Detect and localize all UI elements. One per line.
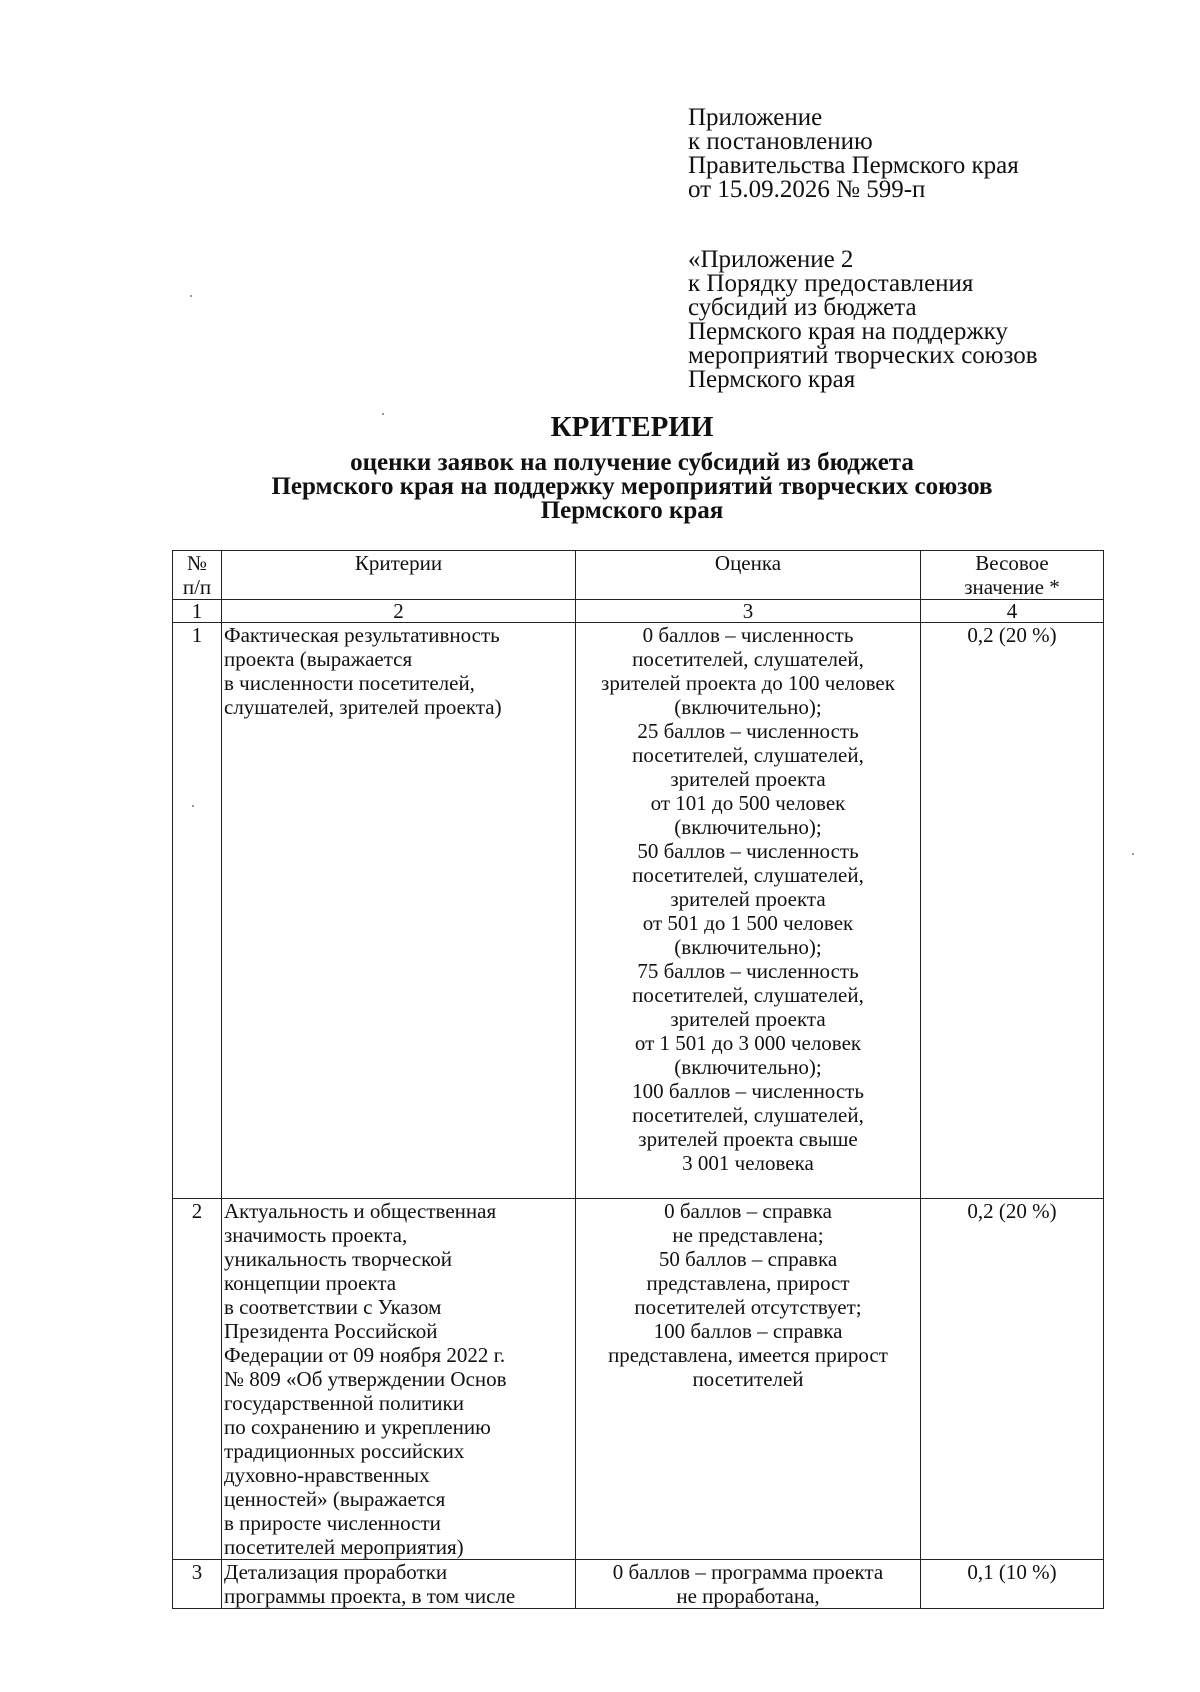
header-num-line: №: [186, 551, 208, 575]
cell-line: (включительно);: [674, 935, 822, 959]
table-header-row: [173, 551, 1104, 600]
header-num-line: п/п: [182, 575, 212, 599]
cell-line: уникальность творческой: [224, 1247, 453, 1271]
annex-line: от 15.09.2026 № 599-п: [688, 176, 926, 203]
row-criteria: [222, 623, 576, 1199]
annex2-line: Пермского края на поддержку: [688, 318, 1008, 345]
cell-line: 25 баллов – численность: [637, 719, 859, 743]
header-weight: [921, 551, 1104, 600]
annex-line: Приложение: [688, 104, 823, 131]
cell-line: по сохранению и укреплению: [224, 1415, 491, 1439]
cell-line: зрителей проекта: [670, 767, 826, 791]
cell-line: программы проекта, в том числе: [224, 1584, 516, 1608]
cell-line: зрителей проекта до 100 человек: [601, 671, 895, 695]
cell-line: Актуальность и общественная: [224, 1199, 497, 1223]
cell-line: не проработана,: [676, 1584, 820, 1608]
annex2-line: мероприятий творческих союзов: [688, 342, 1038, 369]
cell-line: Президента Российской: [224, 1319, 438, 1343]
column-number-row: [173, 600, 1104, 623]
annex2-line: к Порядку предоставления: [688, 270, 974, 297]
cell-line: зрителей проекта: [670, 887, 826, 911]
cell-line: посетителей, слушателей,: [632, 863, 864, 887]
column-number: 4: [921, 600, 1104, 623]
cell-line: Детализация проработки: [224, 1560, 448, 1584]
cell-line: 75 баллов – численность: [637, 959, 859, 983]
row-weight: 0,2 (20 %): [921, 623, 1104, 1199]
cell-line: в приросте численности: [224, 1511, 441, 1535]
row-evaluation: [576, 1560, 921, 1609]
annex-header: [688, 106, 1019, 202]
cell-line: 0 баллов – программа проекта: [612, 1560, 884, 1584]
row-evaluation: [576, 623, 921, 1199]
scan-speck: [192, 805, 194, 807]
cell-line: представлена, имеется прирост: [608, 1343, 888, 1367]
column-number: 1: [173, 600, 222, 623]
cell-line: посетителей, слушателей,: [632, 1103, 864, 1127]
cell-line: посетителей, слушателей,: [632, 983, 864, 1007]
table-row: [173, 1199, 1104, 1560]
cell-line: 100 баллов – справка: [653, 1319, 843, 1343]
cell-line: посетителей мероприятия): [224, 1535, 464, 1559]
table-row: [173, 623, 1104, 1199]
annex2-line: субсидий из бюджета: [688, 294, 917, 321]
cell-line: государственной политики: [224, 1391, 464, 1415]
cell-line: зрителей проекта свыше: [638, 1127, 858, 1151]
row-evaluation: [576, 1199, 921, 1560]
scan-speck: [1132, 853, 1134, 855]
cell-line: от 1 501 до 3 000 человек: [634, 1031, 862, 1055]
cell-line: 50 баллов – численность: [637, 839, 859, 863]
annex2-line: Пермского края: [688, 366, 856, 393]
row-num: 3: [173, 1560, 222, 1609]
cell-line: значимость проекта,: [224, 1223, 408, 1247]
cell-line: посетителей, слушателей,: [632, 647, 864, 671]
header-criteria: Критерии: [222, 551, 576, 600]
header-evaluation: Оценка: [576, 551, 921, 600]
subtitle-line: Пермского края на поддержку мероприятий творческих союзов: [271, 473, 993, 500]
cell-line: 50 баллов – справка: [658, 1247, 838, 1271]
column-number: 2: [222, 600, 576, 623]
table-row: [173, 1560, 1104, 1609]
cell-line: (включительно);: [674, 815, 822, 839]
cell-line: концепции проекта: [224, 1271, 397, 1295]
header-num: [173, 551, 222, 600]
row-criteria: [222, 1560, 576, 1609]
cell-line: традиционных российских: [224, 1439, 465, 1463]
document-subtitle: [0, 451, 1200, 523]
cell-line: (включительно);: [674, 1055, 822, 1079]
header-weight-line: Весовое: [975, 551, 1049, 575]
cell-line: от 101 до 500 человек: [650, 791, 846, 815]
header-weight-line: значение *: [964, 575, 1060, 599]
cell-line: посетителей: [692, 1367, 804, 1391]
cell-line: зрителей проекта: [670, 1007, 826, 1031]
cell-line: слушателей, зрителей проекта): [224, 695, 502, 719]
cell-line: посетителей отсутствует;: [634, 1295, 862, 1319]
column-number: 3: [576, 600, 921, 623]
cell-line: в численности посетителей,: [224, 671, 475, 695]
cell-line: Федерации от 09 ноября 2022 г.: [224, 1343, 506, 1367]
scan-speck: [190, 295, 192, 297]
criteria-table: [172, 550, 1104, 1609]
cell-line: № 809 «Об утверждении Основ: [224, 1367, 507, 1391]
subtitle-line: оценки заявок на получение субсидий из бюджета: [350, 449, 914, 476]
cell-line: не представлена;: [672, 1223, 824, 1247]
row-num: 2: [173, 1199, 222, 1560]
annex2-line: «Приложение 2: [688, 246, 854, 273]
cell-line: 0 баллов – справка: [664, 1199, 832, 1223]
cell-line: представлена, прирост: [646, 1271, 850, 1295]
annex-line: к постановлению: [688, 128, 873, 155]
row-weight: 0,2 (20 %): [921, 1199, 1104, 1560]
row-num: 1: [173, 623, 222, 1199]
annex-line: Правительства Пермского края: [688, 152, 1019, 179]
cell-line: 3 001 человека: [682, 1151, 814, 1175]
cell-line: посетителей, слушателей,: [632, 743, 864, 767]
cell-line: Фактическая результативность: [224, 623, 500, 647]
cell-line: в соответствии с Указом: [224, 1295, 442, 1319]
scan-speck: [382, 413, 384, 415]
cell-line: 0 баллов – численность: [642, 623, 854, 647]
annex2-header: [688, 248, 1038, 392]
cell-line: ценностей» (выражается: [224, 1487, 446, 1511]
cell-line: 100 баллов – численность: [632, 1079, 864, 1103]
cell-line: от 501 до 1 500 человек: [642, 911, 854, 935]
subtitle-line: Пермского края: [540, 497, 724, 524]
document-title: КРИТЕРИИ: [550, 411, 714, 443]
cell-line: духовно-нравственных: [224, 1463, 430, 1487]
row-weight: 0,1 (10 %): [921, 1560, 1104, 1609]
cell-line: (включительно);: [674, 695, 822, 719]
cell-line: проекта (выражается: [224, 647, 413, 671]
row-criteria: [222, 1199, 576, 1560]
